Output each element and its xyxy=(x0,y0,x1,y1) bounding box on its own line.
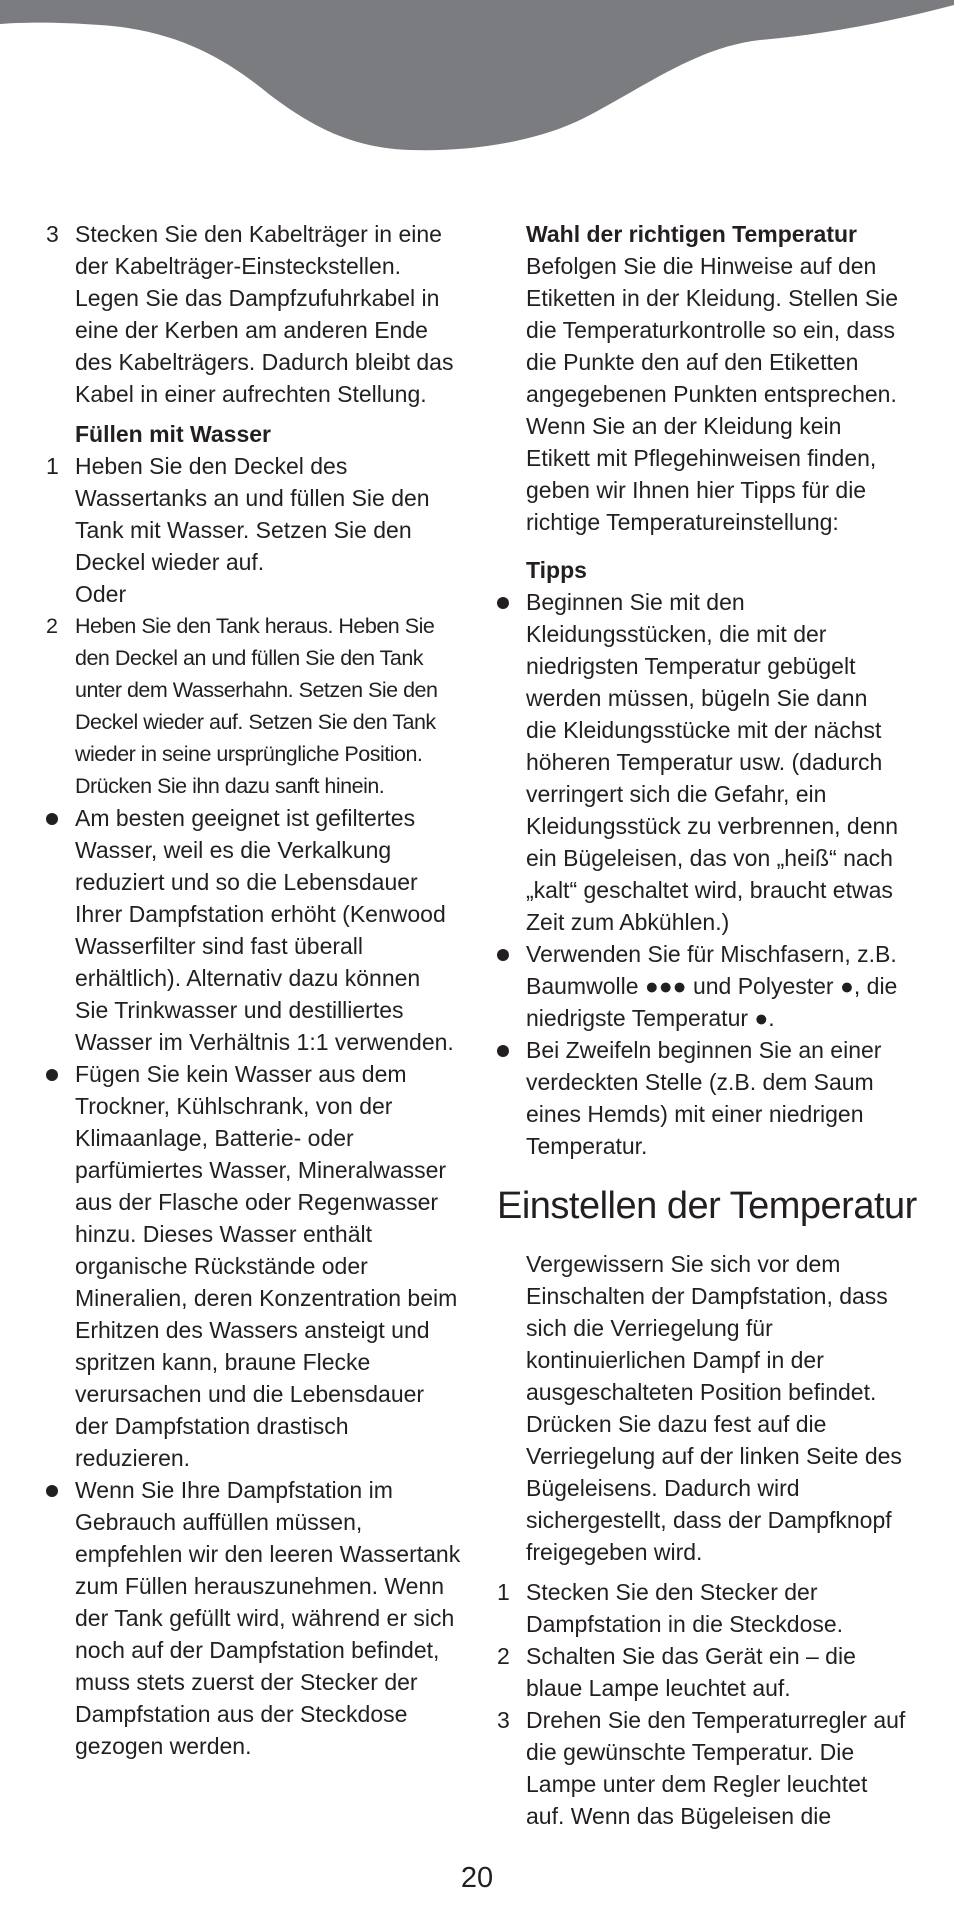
text-line: die gewünschte Temperatur. Die xyxy=(526,1739,855,1765)
text-line: niedrigste Temperatur ●. xyxy=(526,1005,775,1031)
step-item-3 xyxy=(46,218,476,410)
bullet-icon xyxy=(497,1045,509,1057)
text-line: freigegeben wird. xyxy=(526,1539,703,1565)
text-line: Etiketten in der Kleidung. Stellen Sie xyxy=(526,285,899,311)
text-line: Etikett mit Pflegehinweisen finden, xyxy=(526,445,877,471)
step-text xyxy=(75,218,476,410)
step-number: 1 xyxy=(497,1579,510,1605)
tip-item xyxy=(497,1034,917,1162)
bullet-text xyxy=(75,1058,476,1474)
bullet-icon xyxy=(497,597,509,609)
temp-step-1 xyxy=(497,1576,917,1640)
section-intro xyxy=(497,1248,917,1568)
text-line: werden müssen, bügeln Sie dann xyxy=(526,685,868,711)
text-line: Baumwolle ●●● und Polyester ●, die xyxy=(526,973,898,999)
text-line: Deckel wieder auf. Setzen Sie den Tank xyxy=(75,710,436,734)
text-line: „kalt“ geschaltet wird, braucht etwas xyxy=(526,877,893,903)
text-line: zum Füllen herauszunehmen. Wenn xyxy=(75,1573,445,1599)
text-line: parfümiertes Wasser, Mineralwasser xyxy=(75,1157,447,1183)
step-number: 1 xyxy=(46,453,59,479)
text-line: der Kabelträger-Einsteckstellen. xyxy=(75,253,401,279)
text-line: ausgeschalteten Position befindet. xyxy=(526,1379,877,1405)
text-line: Einschalten der Dampfstation, dass xyxy=(526,1283,888,1309)
fill-water-heading: Füllen mit Wasser xyxy=(75,421,271,447)
text-line: Wasser, weil es die Verkalkung xyxy=(75,837,392,863)
bullet-text xyxy=(75,802,476,1058)
bullet-icon xyxy=(497,949,509,961)
text-line: Fügen Sie kein Wasser aus dem xyxy=(75,1061,407,1087)
text-line: Erhitzen des Wassers ansteigt und xyxy=(75,1317,430,1343)
bullet-icon xyxy=(46,1485,58,1497)
text-line: unter dem Wasserhahn. Setzen Sie den xyxy=(75,678,438,702)
text-line: Dampfstation aus der Steckdose xyxy=(75,1701,408,1727)
temp-step-2 xyxy=(497,1640,917,1704)
bullet-item xyxy=(46,802,476,1058)
temperature-choice-text xyxy=(497,250,917,538)
text-line: höheren Temperatur usw. (dadurch xyxy=(526,749,883,775)
bullet-text xyxy=(75,1474,476,1762)
text-line: blaue Lampe leuchtet auf. xyxy=(526,1675,791,1701)
text-line: die Kleidungsstücke mit der nächst xyxy=(526,717,882,743)
text-line: wieder in seine ursprüngliche Position. xyxy=(75,742,423,766)
text-line: Legen Sie das Dampfzufuhrkabel in xyxy=(75,285,440,311)
text-line: eines Hemds) mit einer niedrigen xyxy=(526,1101,864,1127)
text-line: die Temperaturkontrolle so ein, dass xyxy=(526,317,896,343)
right-column xyxy=(497,218,917,1832)
text-line: Gebrauch auffüllen müssen, xyxy=(75,1509,363,1535)
text-line: eine der Kerben am anderen Ende xyxy=(75,317,428,343)
step-text xyxy=(75,450,476,610)
step-text xyxy=(526,1704,917,1832)
tip-item xyxy=(497,586,917,938)
text-line: Drehen Sie den Temperaturregler auf xyxy=(526,1707,906,1733)
bullet-icon xyxy=(46,813,58,825)
text-line: Zeit zum Abkühlen.) xyxy=(526,909,730,935)
text-line: erhältlich). Alternativ dazu können xyxy=(75,965,421,991)
text-line: Wenn Sie an der Kleidung kein xyxy=(526,413,842,439)
tip-text xyxy=(526,1034,917,1162)
tip-text xyxy=(526,938,917,1034)
text-line: Verriegelung auf der linken Seite des xyxy=(526,1443,902,1469)
page-number: 20 xyxy=(460,1862,494,1894)
text-line: muss stets zuerst der Stecker der xyxy=(75,1669,418,1695)
bullet-item xyxy=(46,1474,476,1762)
section-title: Einstellen der Temperatur xyxy=(497,1185,917,1227)
text-line: verursachen und die Lebensdauer xyxy=(75,1381,425,1407)
text-line: den Deckel an und füllen Sie den Tank xyxy=(75,646,424,670)
text-line: Drücken Sie dazu fest auf die xyxy=(526,1411,827,1437)
text-line: Schalten Sie das Gerät ein – die xyxy=(526,1643,856,1669)
text-line: Verwenden Sie für Mischfasern, z.B. xyxy=(526,941,897,967)
text-line: Ihrer Dampfstation erhöht (Kenwood xyxy=(75,901,446,927)
text-line: Beginnen Sie mit den xyxy=(526,589,745,615)
step-text xyxy=(75,610,476,802)
text-line: organische Rückstände oder xyxy=(75,1253,368,1279)
step-number: 2 xyxy=(46,614,58,638)
text-line: Trockner, Kühlschrank, von der xyxy=(75,1093,393,1119)
text-line: Vergewissern Sie sich vor dem xyxy=(526,1251,841,1277)
text-line: kontinuierlichen Dampf in der xyxy=(526,1347,824,1373)
fill-step-2 xyxy=(46,610,476,802)
header-wave-decoration xyxy=(0,0,954,160)
text-line: geben wir Ihnen hier Tipps für die xyxy=(526,477,867,503)
tip-text xyxy=(526,586,917,938)
text-line: Drücken Sie ihn dazu sanft hinein. xyxy=(75,774,385,798)
text-line: Heben Sie den Deckel des xyxy=(75,453,348,479)
text-line: Stecken Sie den Stecker der xyxy=(526,1579,818,1605)
text-line: Kleidungsstücken, die mit der xyxy=(526,621,827,647)
text-line: Bei Zweifeln beginnen Sie an einer xyxy=(526,1037,882,1063)
text-line: Deckel wieder auf. xyxy=(75,549,265,575)
left-column xyxy=(46,218,476,1762)
text-line: der Tank gefüllt wird, während er sich xyxy=(75,1605,455,1631)
text-line: noch auf der Dampfstation befindet, xyxy=(75,1637,440,1663)
text-line: niedrigsten Temperatur gebügelt xyxy=(526,653,856,679)
text-line: Wenn Sie Ihre Dampfstation im xyxy=(75,1477,393,1503)
text-line: des Kabelträgers. Dadurch bleibt das xyxy=(75,349,454,375)
text-line: hinzu. Dieses Wasser enthält xyxy=(75,1221,373,1247)
text-line: empfehlen wir den leeren Wassertank xyxy=(75,1541,461,1567)
text-line: Sie Trinkwasser und destilliertes xyxy=(75,997,404,1023)
step-number: 2 xyxy=(497,1643,510,1669)
text-line: auf. Wenn das Bügeleisen die xyxy=(526,1803,832,1829)
step-number: 3 xyxy=(497,1707,510,1733)
text-line: verringert sich die Gefahr, ein xyxy=(526,781,827,807)
text-line: sichergestellt, dass der Dampfknopf xyxy=(526,1507,892,1533)
text-line: Lampe unter dem Regler leuchtet xyxy=(526,1771,868,1797)
text-line: Kleidungsstück zu verbrennen, denn xyxy=(526,813,899,839)
text-line: spritzen kann, braune Flecke xyxy=(75,1349,371,1375)
text-line: richtige Temperatureinstellung: xyxy=(526,509,839,535)
text-line: Tank mit Wasser. Setzen Sie den xyxy=(75,517,412,543)
text-line: Befolgen Sie die Hinweise auf den xyxy=(526,253,877,279)
text-line: Stecken Sie den Kabelträger in eine xyxy=(75,221,442,247)
text-line: Wasserfilter sind fast überall xyxy=(75,933,364,959)
text-line: der Dampfstation drastisch xyxy=(75,1413,349,1439)
text-line: Mineralien, deren Konzentration beim xyxy=(75,1285,458,1311)
step-text xyxy=(526,1640,917,1704)
fill-step-1 xyxy=(46,450,476,610)
text-line: aus der Flasche oder Regenwasser xyxy=(75,1189,439,1215)
text-line: angegebenen Punkten entsprechen. xyxy=(526,381,897,407)
temp-step-3 xyxy=(497,1704,917,1832)
text-line: verdeckten Stelle (z.B. dem Saum xyxy=(526,1069,874,1095)
bullet-icon xyxy=(46,1069,58,1081)
text-line: Wasser im Verhältnis 1:1 verwenden. xyxy=(75,1029,454,1055)
text-line: Temperatur. xyxy=(526,1133,648,1159)
text-line: Bügeleisens. Dadurch wird xyxy=(526,1475,800,1501)
text-line: Dampfstation in die Steckdose. xyxy=(526,1611,844,1637)
bullet-item xyxy=(46,1058,476,1474)
tips-heading: Tipps xyxy=(526,557,587,583)
text-line: reduziert und so die Lebensdauer xyxy=(75,869,418,895)
tip-item xyxy=(497,938,917,1034)
text-line: reduzieren. xyxy=(75,1445,191,1471)
text-line: Kabel in einer aufrechten Stellung. xyxy=(75,381,427,407)
text-line: gezogen werden. xyxy=(75,1733,252,1759)
text-line: sich die Verriegelung für xyxy=(526,1315,773,1341)
header-wave-shape xyxy=(0,0,954,150)
text-line: Heben Sie den Tank heraus. Heben Sie xyxy=(75,614,435,638)
text-line: Oder xyxy=(75,581,127,607)
text-line: Klimaanlage, Batterie- oder xyxy=(75,1125,354,1151)
step-number: 3 xyxy=(46,221,59,247)
text-line: die Punkte den auf den Etiketten xyxy=(526,349,859,375)
text-line: Wassertanks an und füllen Sie den xyxy=(75,485,430,511)
text-line: ein Bügeleisen, das von „heiß“ nach xyxy=(526,845,893,871)
step-text xyxy=(526,1576,917,1640)
temperature-choice-heading: Wahl der richtigen Temperatur xyxy=(526,221,857,247)
text-line: Am besten geeignet ist gefiltertes xyxy=(75,805,416,831)
